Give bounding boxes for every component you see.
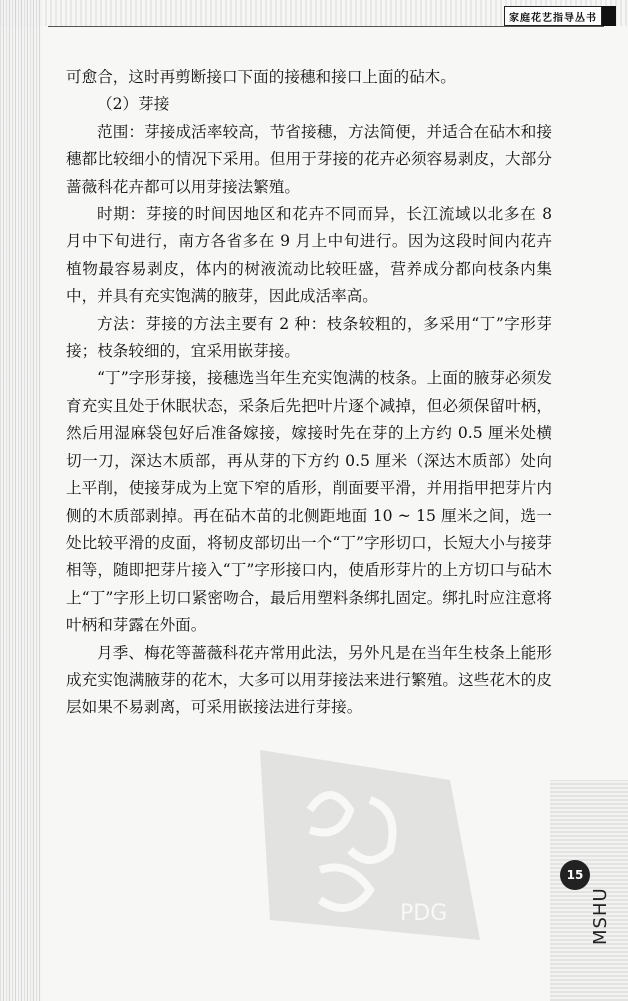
series-title: 家庭花艺指导丛书 bbox=[509, 12, 597, 24]
scan-left-edge bbox=[0, 0, 42, 1001]
paragraph: 可愈合，这时再剪断接口下面的接穗和接口上面的砧木。 bbox=[66, 68, 456, 86]
watermark-label: PDG bbox=[400, 901, 448, 926]
section-heading: （2）芽接 bbox=[97, 95, 170, 114]
watermark-stamp bbox=[250, 740, 490, 950]
paragraph: 月季、梅花等蔷薇科花卉常用此法，另外凡是在当年生枝条上能形成充实饱满腋芽的花木，大多可以用芽接法来进行繁殖。这些花木的皮层如果不易剥离，可采用嵌接法进行芽接。 bbox=[66, 643, 552, 717]
paragraph: 时期：芽接的时间因地区和花卉不同而异，长江流域以北多在 8 月中下旬进行，南方各省多在 9 月上中旬进行。因为这段时间内花卉植物最容易剥皮，体内的树液流动比较旺盛，营养成分都向枝条内集中，并具有充实饱满的腋芽，因此成活率高。 bbox=[66, 205, 552, 306]
header-black-block bbox=[602, 6, 616, 26]
scan-right-shade bbox=[550, 780, 628, 1001]
paragraph: 范围：芽接成活率较高，节省接穗，方法简便，并适合在砧木和接穗都比较细小的情况下采用。但用于芽接的花卉必须容易剥皮，大部分蔷薇科花卉都可以用芽接法繁殖。 bbox=[66, 122, 552, 196]
paragraph: 方法：芽接的方法主要有 2 种：枝条较粗的，多采用“丁”字形芽接；枝条较细的，宜采用嵌芽接。 bbox=[66, 314, 552, 361]
header-rule bbox=[48, 26, 604, 27]
page-number-badge: 15 bbox=[560, 860, 590, 890]
series-title-box bbox=[504, 6, 602, 26]
body-text bbox=[66, 64, 552, 722]
side-tag: MSHU bbox=[590, 887, 611, 945]
paragraph: “丁”字形芽接，接穗选当年生充实饱满的枝条。上面的腋芽必须发育充实且处于休眠状态，采条后先把叶片逐个减掉，但必须保留叶柄，然后用湿麻袋包好后准备嫁接，嫁接时先在芽的上方约 0.5 厘米处横切一刀，深达木质部，再从芽的下方约 0.5 厘米（深达木质部）处向上平削，使接芽成为上宽下窄的盾形，削面要平滑，并用指甲把芽片内侧的木质部剥掉。再在砧木苗的北侧距地面 10 ~ 15 厘米之间，选一处比较平滑的皮面，将韧皮部切出一个“丁”字形切口，长短大小与接芽相等，随即把芽片接入“丁”字形接口内，使盾形芽片的上方切口与砧木上“丁”字形上切口紧密吻合，最后用塑料条绑扎固定。绑扎时应注意将叶柄和芽露在外面。 bbox=[66, 369, 552, 635]
